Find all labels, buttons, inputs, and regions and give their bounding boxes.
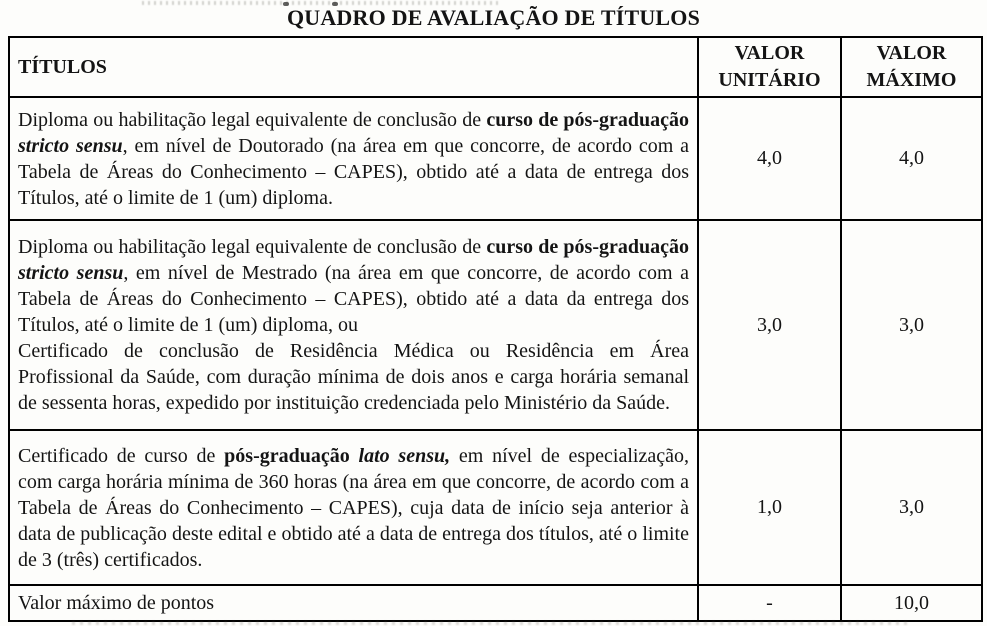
table-row-especializacao	[9, 430, 982, 585]
valor-maximo-cell: 3,0	[841, 220, 982, 430]
valor-maximo-cell: 10,0	[841, 585, 982, 621]
valor-unitario-cell: 3,0	[698, 220, 841, 430]
valor-maximo-cell: 3,0	[841, 430, 982, 585]
table-row-valor-maximo-total	[9, 585, 982, 621]
column-header-titulos: TÍTULOS	[9, 37, 698, 97]
column-header-valor-unitario: VALOR UNITÁRIO	[698, 37, 841, 97]
valor-unitario-cell: -	[698, 585, 841, 621]
titulo-description-cell: Diploma ou habilitação legal equivalente de conclusão de curso de pós-graduação stricto sensu, em nível de Mestrado (na área em que concorre, de acordo com a Tabela de Áreas do Conhecimento – CAPES), obtido até a data da entrega dos Títulos, até o limite de 1 (um) diploma, ou Certificado de conclusão de Residência Médica ou Residência em Área Profissional da Saúde, com duração mínima de dois anos e carga horária semanal de sessenta horas, expedido por instituição credenciada pelo Ministério da Saúde.	[9, 220, 698, 430]
valor-unitario-cell: 4,0	[698, 97, 841, 220]
titles-evaluation-table	[8, 36, 983, 622]
valor-maximo-cell: 4,0	[841, 97, 982, 220]
table-row-doutorado	[9, 97, 982, 220]
titulo-description-cell: Certificado de curso de pós-graduação lato sensu, em nível de especialização, com carga horária mínima de 360 horas (na área em que concorre, de acordo com a Tabela de Áreas do Conhecimento – CAPES), cuja data de início seja anterior à data de publicação deste edital e obtido até a data de entrega dos títulos, até o limite de 3 (três) certificados.	[9, 430, 698, 585]
titulo-description-cell: Valor máximo de pontos	[9, 585, 698, 621]
column-header-valor-maximo: VALOR MÁXIMO	[841, 37, 982, 97]
header-row	[9, 37, 982, 97]
scan-artifact-bottom	[72, 621, 908, 625]
titulo-description-cell: Diploma ou habilitação legal equivalente de conclusão de curso de pós-graduação stricto sensu, em nível de Doutorado (na área em que concorre, de acordo com a Tabela de Áreas do Conhecimento – CAPES), obtido até a data de entrega dos Títulos, até o limite de 1 (um) diploma.	[9, 97, 698, 220]
valor-unitario-cell: 1,0	[698, 430, 841, 585]
page-title: QUADRO DE AVALIAÇÃO DE TÍTULOS	[286, 5, 701, 30]
table-row-mestrado	[9, 220, 982, 430]
